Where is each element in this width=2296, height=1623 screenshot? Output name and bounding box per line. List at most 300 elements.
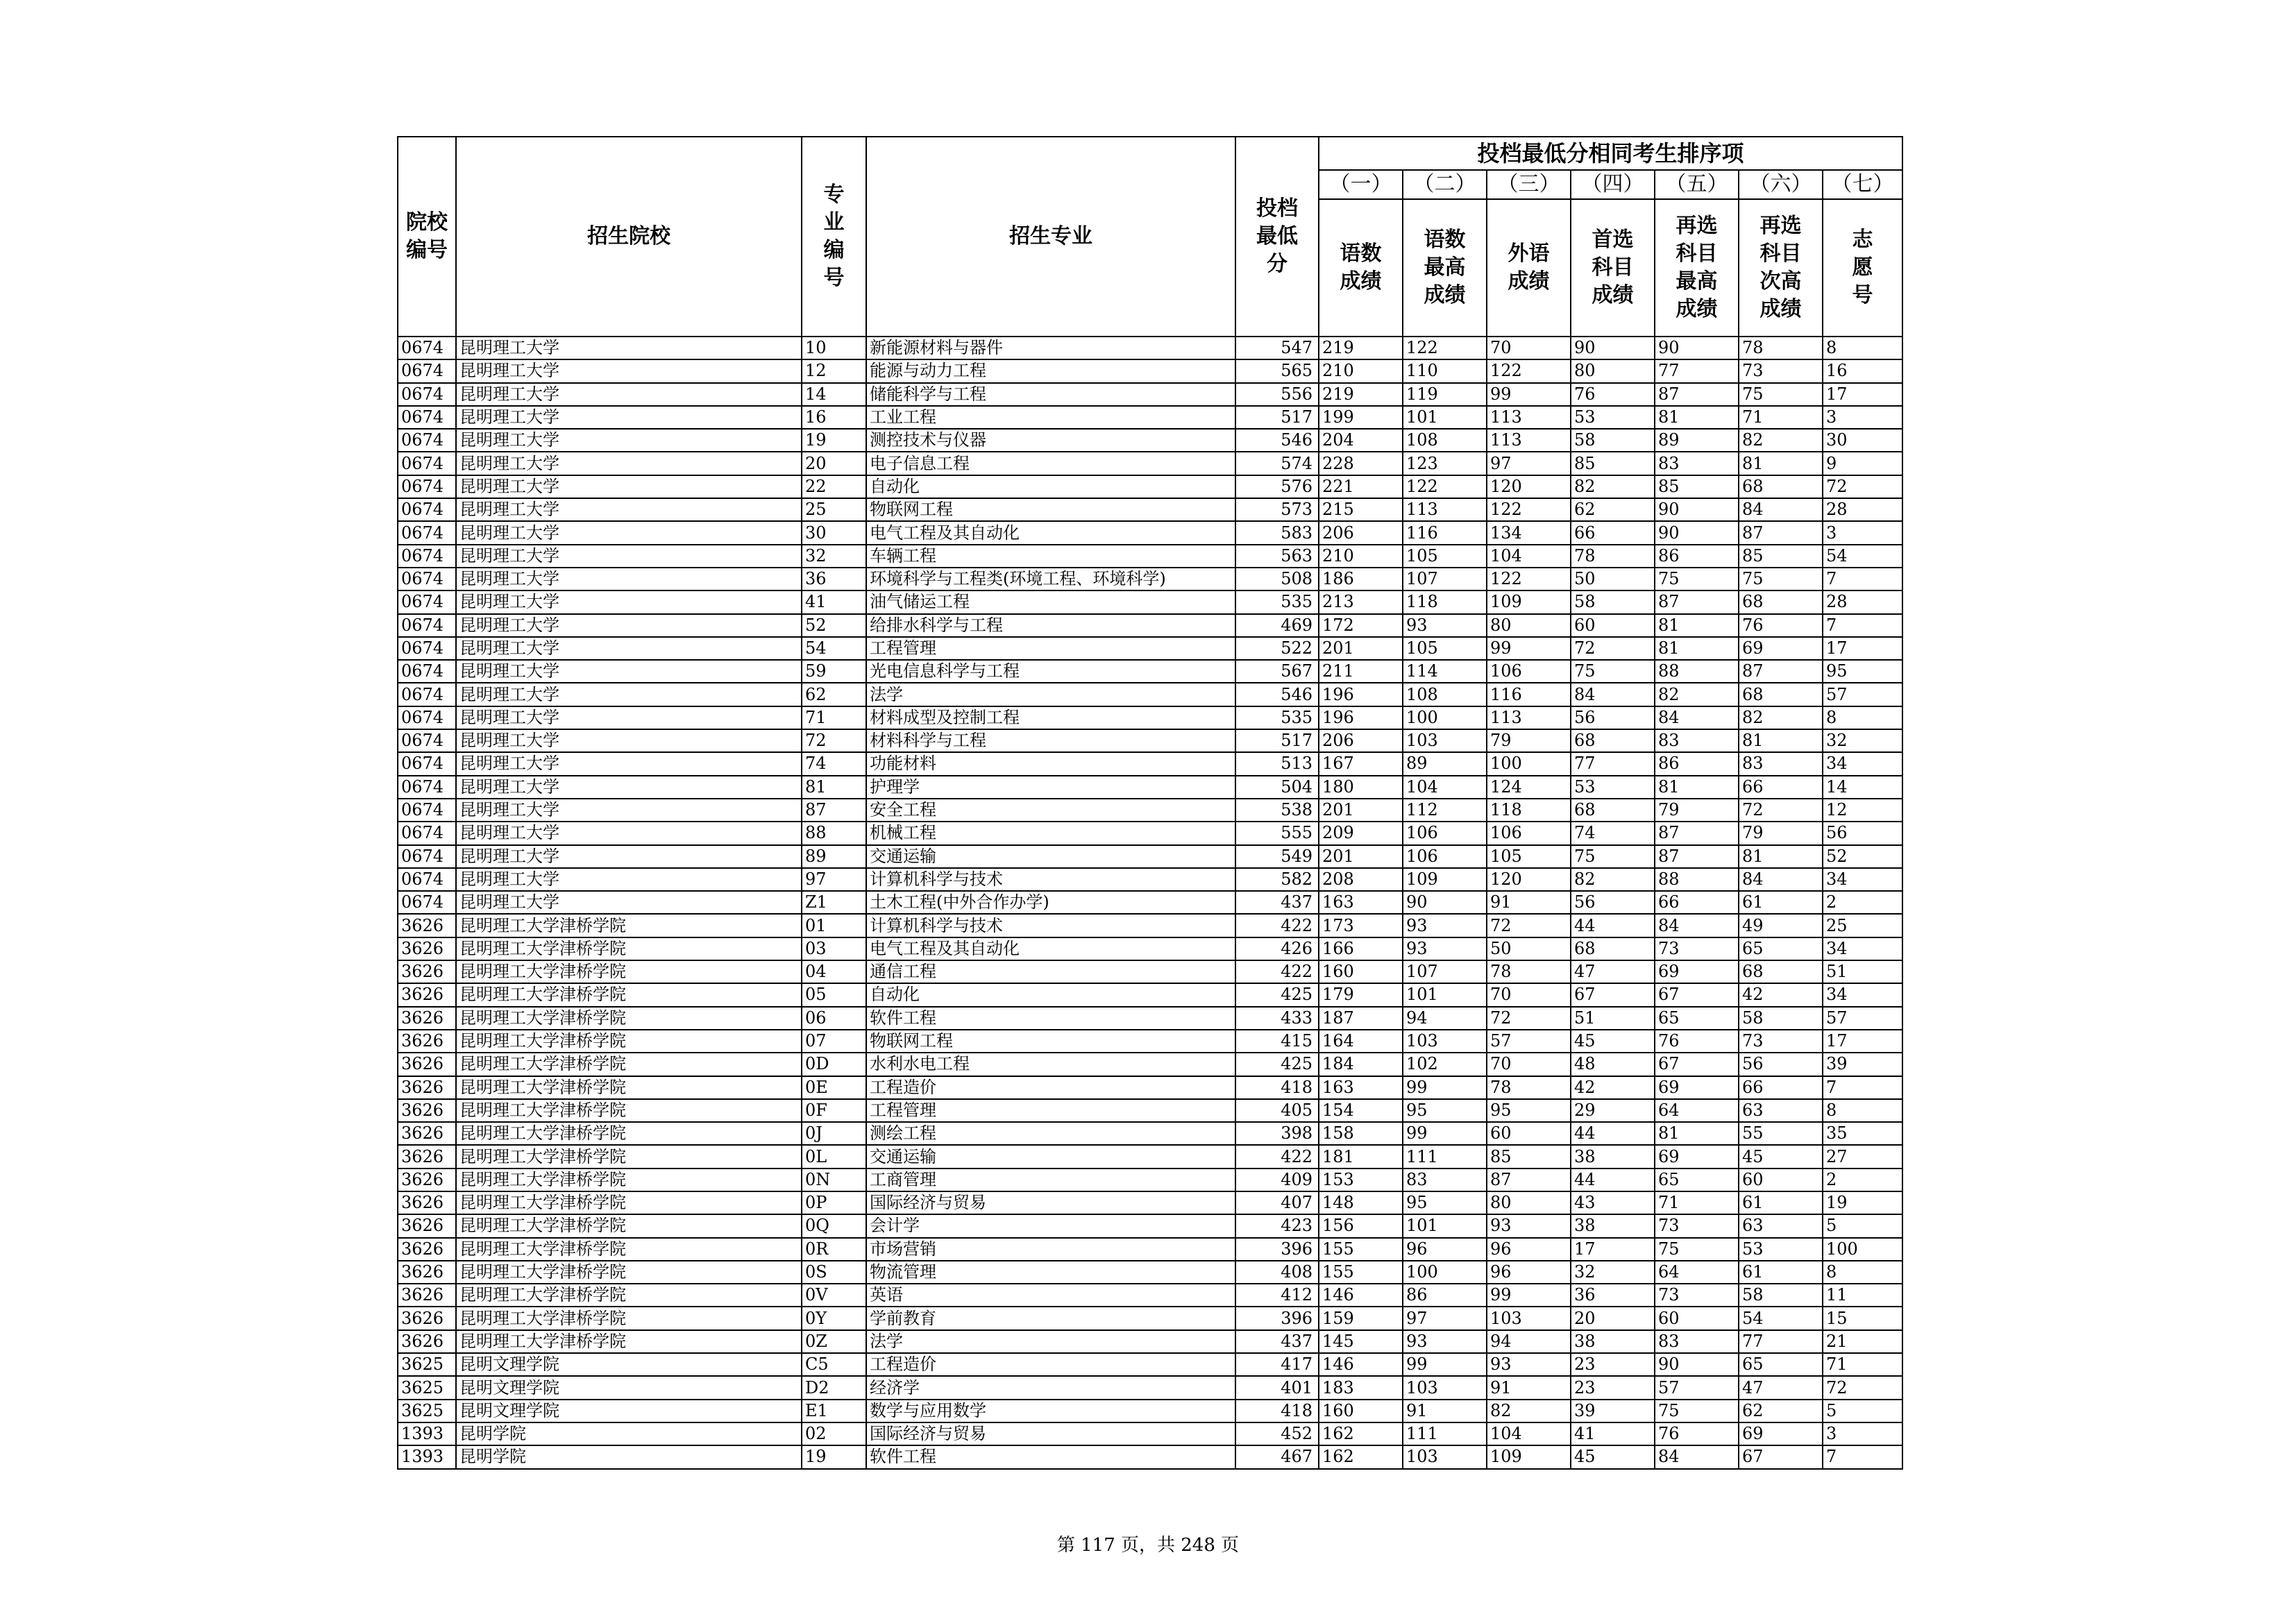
cell-school-name: 昆明理工大学津桥学院 <box>456 1261 802 1284</box>
cell-first-subject: 53 <box>1571 776 1655 799</box>
cell-chinese-math: 186 <box>1319 568 1403 590</box>
cell-chinese-math: 181 <box>1319 1145 1403 1168</box>
cell-school-code: 3626 <box>398 1284 456 1307</box>
cell-chinese-math: 210 <box>1319 359 1403 382</box>
cell-first-subject: 84 <box>1571 683 1655 706</box>
cell-chinese-math-max: 108 <box>1403 429 1487 452</box>
cell-preference-no: 21 <box>1823 1330 1902 1353</box>
cell-preference-no: 34 <box>1823 983 1902 1006</box>
cell-first-subject: 43 <box>1571 1191 1655 1214</box>
cell-major-code: 81 <box>802 776 866 799</box>
cell-second-subject-next: 47 <box>1739 1376 1823 1399</box>
cell-second-subject-max: 64 <box>1655 1261 1739 1284</box>
cell-school-code: 3626 <box>398 1053 456 1076</box>
cell-school-name: 昆明文理学院 <box>456 1376 802 1399</box>
header-order-6: （六） <box>1739 170 1823 199</box>
header-tie-col-1: 语数成绩 <box>1319 199 1403 337</box>
cell-school-code: 3626 <box>398 1307 456 1329</box>
cell-first-subject: 44 <box>1571 1122 1655 1145</box>
cell-min-score: 565 <box>1235 359 1319 382</box>
cell-preference-no: 28 <box>1823 498 1902 521</box>
table-row <box>398 868 1902 891</box>
cell-chinese-math: 160 <box>1319 960 1403 983</box>
cell-school-name: 昆明理工大学津桥学院 <box>456 1307 802 1329</box>
cell-min-score: 398 <box>1235 1122 1319 1145</box>
cell-school-name: 昆明理工大学 <box>456 475 802 498</box>
cell-chinese-math: 173 <box>1319 914 1403 937</box>
cell-chinese-math-max: 96 <box>1403 1238 1487 1261</box>
cell-chinese-math-max: 110 <box>1403 359 1487 382</box>
cell-chinese-math-max: 100 <box>1403 706 1487 729</box>
cell-major-name: 土木工程(中外合作办学) <box>866 891 1235 914</box>
table-header <box>398 137 1902 337</box>
table-row <box>398 845 1902 868</box>
header-order-3: （三） <box>1487 170 1571 199</box>
cell-major-code: 36 <box>802 568 866 590</box>
cell-min-score: 535 <box>1235 590 1319 613</box>
cell-school-name: 昆明理工大学津桥学院 <box>456 1214 802 1237</box>
cell-first-subject: 68 <box>1571 937 1655 960</box>
cell-second-subject-max: 73 <box>1655 1214 1739 1237</box>
cell-school-code: 3626 <box>398 960 456 983</box>
cell-first-subject: 68 <box>1571 729 1655 752</box>
cell-preference-no: 34 <box>1823 752 1902 775</box>
cell-second-subject-next: 81 <box>1739 729 1823 752</box>
cell-second-subject-max: 87 <box>1655 822 1739 844</box>
cell-school-name: 昆明理工大学 <box>456 545 802 568</box>
cell-foreign-lang: 104 <box>1487 1422 1571 1445</box>
cell-first-subject: 72 <box>1571 637 1655 660</box>
cell-major-code: 41 <box>802 590 866 613</box>
header-min-score: 投档最低分 <box>1235 137 1319 337</box>
cell-chinese-math-max: 94 <box>1403 1007 1487 1030</box>
cell-second-subject-max: 67 <box>1655 983 1739 1006</box>
cell-min-score: 407 <box>1235 1191 1319 1214</box>
cell-first-subject: 78 <box>1571 545 1655 568</box>
cell-chinese-math-max: 86 <box>1403 1284 1487 1307</box>
cell-major-name: 软件工程 <box>866 1007 1235 1030</box>
cell-foreign-lang: 99 <box>1487 383 1571 406</box>
table-row <box>398 1099 1902 1122</box>
cell-school-code: 0674 <box>398 498 456 521</box>
cell-second-subject-next: 68 <box>1739 683 1823 706</box>
cell-min-score: 517 <box>1235 729 1319 752</box>
cell-chinese-math: 148 <box>1319 1191 1403 1214</box>
table-row <box>398 475 1902 498</box>
cell-major-name: 市场营销 <box>866 1238 1235 1261</box>
cell-school-name: 昆明理工大学 <box>456 614 802 637</box>
cell-preference-no: 17 <box>1823 383 1902 406</box>
cell-major-name: 交通运输 <box>866 1145 1235 1168</box>
cell-foreign-lang: 99 <box>1487 1284 1571 1307</box>
cell-min-score: 549 <box>1235 845 1319 868</box>
cell-preference-no: 8 <box>1823 337 1902 359</box>
cell-second-subject-max: 81 <box>1655 1122 1739 1145</box>
cell-school-name: 昆明理工大学津桥学院 <box>456 1191 802 1214</box>
table-row <box>398 1445 1902 1468</box>
cell-chinese-math-max: 91 <box>1403 1400 1487 1422</box>
cell-preference-no: 57 <box>1823 683 1902 706</box>
table-row <box>398 1053 1902 1076</box>
cell-second-subject-next: 87 <box>1739 521 1823 544</box>
cell-chinese-math: 162 <box>1319 1422 1403 1445</box>
cell-min-score: 426 <box>1235 937 1319 960</box>
cell-chinese-math-max: 101 <box>1403 983 1487 1006</box>
cell-chinese-math-max: 103 <box>1403 1445 1487 1468</box>
cell-major-code: 97 <box>802 868 866 891</box>
cell-school-name: 昆明理工大学 <box>456 891 802 914</box>
cell-first-subject: 50 <box>1571 568 1655 590</box>
cell-major-name: 水利水电工程 <box>866 1053 1235 1076</box>
cell-min-score: 583 <box>1235 521 1319 544</box>
cell-chinese-math: 219 <box>1319 337 1403 359</box>
cell-chinese-math-max: 107 <box>1403 960 1487 983</box>
cell-second-subject-max: 87 <box>1655 383 1739 406</box>
cell-school-code: 3626 <box>398 1122 456 1145</box>
cell-school-name: 昆明理工大学 <box>456 729 802 752</box>
cell-first-subject: 68 <box>1571 799 1655 822</box>
cell-major-name: 物流管理 <box>866 1261 1235 1284</box>
cell-chinese-math: 156 <box>1319 1214 1403 1237</box>
cell-chinese-math: 172 <box>1319 614 1403 637</box>
cell-foreign-lang: 91 <box>1487 1376 1571 1399</box>
table-row <box>398 891 1902 914</box>
cell-second-subject-max: 85 <box>1655 475 1739 498</box>
cell-major-name: 学前教育 <box>866 1307 1235 1329</box>
cell-second-subject-next: 69 <box>1739 637 1823 660</box>
cell-chinese-math-max: 106 <box>1403 845 1487 868</box>
cell-first-subject: 38 <box>1571 1214 1655 1237</box>
cell-chinese-math: 163 <box>1319 1076 1403 1099</box>
cell-preference-no: 8 <box>1823 706 1902 729</box>
table-row <box>398 521 1902 544</box>
table-row <box>398 1422 1902 1445</box>
cell-second-subject-next: 55 <box>1739 1122 1823 1145</box>
cell-foreign-lang: 99 <box>1487 637 1571 660</box>
cell-school-name: 昆明理工大学 <box>456 383 802 406</box>
cell-second-subject-max: 79 <box>1655 799 1739 822</box>
cell-school-name: 昆明理工大学津桥学院 <box>456 1330 802 1353</box>
cell-second-subject-next: 58 <box>1739 1284 1823 1307</box>
cell-foreign-lang: 113 <box>1487 406 1571 429</box>
cell-school-name: 昆明学院 <box>456 1422 802 1445</box>
cell-first-subject: 66 <box>1571 521 1655 544</box>
cell-preference-no: 30 <box>1823 429 1902 452</box>
cell-preference-no: 11 <box>1823 1284 1902 1307</box>
cell-chinese-math: 183 <box>1319 1376 1403 1399</box>
cell-min-score: 396 <box>1235 1238 1319 1261</box>
cell-preference-no: 3 <box>1823 406 1902 429</box>
cell-min-score: 546 <box>1235 683 1319 706</box>
cell-major-code: 03 <box>802 937 866 960</box>
cell-foreign-lang: 96 <box>1487 1261 1571 1284</box>
cell-major-name: 油气储运工程 <box>866 590 1235 613</box>
cell-chinese-math-max: 100 <box>1403 1261 1487 1284</box>
cell-second-subject-max: 66 <box>1655 891 1739 914</box>
cell-major-code: 25 <box>802 498 866 521</box>
cell-min-score: 522 <box>1235 637 1319 660</box>
cell-preference-no: 5 <box>1823 1214 1902 1237</box>
cell-second-subject-max: 84 <box>1655 1445 1739 1468</box>
cell-first-subject: 36 <box>1571 1284 1655 1307</box>
cell-second-subject-max: 88 <box>1655 868 1739 891</box>
cell-school-code: 3626 <box>398 1099 456 1122</box>
cell-foreign-lang: 124 <box>1487 776 1571 799</box>
cell-second-subject-next: 77 <box>1739 1330 1823 1353</box>
cell-second-subject-next: 73 <box>1739 1030 1823 1053</box>
cell-preference-no: 19 <box>1823 1191 1902 1214</box>
cell-chinese-math-max: 114 <box>1403 660 1487 683</box>
cell-major-name: 工程造价 <box>866 1076 1235 1099</box>
cell-major-code: 62 <box>802 683 866 706</box>
cell-min-score: 433 <box>1235 1007 1319 1030</box>
cell-major-code: E1 <box>802 1400 866 1422</box>
cell-second-subject-max: 73 <box>1655 937 1739 960</box>
cell-min-score: 576 <box>1235 475 1319 498</box>
cell-major-name: 电子信息工程 <box>866 452 1235 475</box>
cell-second-subject-next: 45 <box>1739 1145 1823 1168</box>
table-body <box>398 337 1902 1469</box>
cell-first-subject: 39 <box>1571 1400 1655 1422</box>
cell-min-score: 538 <box>1235 799 1319 822</box>
cell-preference-no: 17 <box>1823 1030 1902 1053</box>
header-tie-col-7: 志愿号 <box>1823 199 1902 337</box>
cell-school-code: 0674 <box>398 637 456 660</box>
cell-min-score: 425 <box>1235 983 1319 1006</box>
cell-major-name: 英语 <box>866 1284 1235 1307</box>
cell-major-name: 电气工程及其自动化 <box>866 937 1235 960</box>
cell-first-subject: 75 <box>1571 660 1655 683</box>
cell-school-name: 昆明理工大学 <box>456 637 802 660</box>
cell-chinese-math-max: 112 <box>1403 799 1487 822</box>
cell-preference-no: 5 <box>1823 1400 1902 1422</box>
cell-chinese-math: 154 <box>1319 1099 1403 1122</box>
cell-second-subject-max: 86 <box>1655 545 1739 568</box>
cell-min-score: 418 <box>1235 1400 1319 1422</box>
cell-school-code: 0674 <box>398 614 456 637</box>
cell-first-subject: 56 <box>1571 706 1655 729</box>
cell-major-name: 法学 <box>866 1330 1235 1353</box>
cell-second-subject-max: 76 <box>1655 1422 1739 1445</box>
cell-second-subject-max: 87 <box>1655 590 1739 613</box>
cell-school-name: 昆明理工大学津桥学院 <box>456 1053 802 1076</box>
cell-chinese-math: 166 <box>1319 937 1403 960</box>
cell-chinese-math: 209 <box>1319 822 1403 844</box>
cell-major-code: 72 <box>802 729 866 752</box>
cell-foreign-lang: 134 <box>1487 521 1571 544</box>
cell-preference-no: 95 <box>1823 660 1902 683</box>
cell-major-name: 数学与应用数学 <box>866 1400 1235 1422</box>
cell-chinese-math-max: 122 <box>1403 475 1487 498</box>
cell-min-score: 567 <box>1235 660 1319 683</box>
cell-major-code: 0S <box>802 1261 866 1284</box>
cell-major-name: 车辆工程 <box>866 545 1235 568</box>
cell-school-name: 昆明理工大学津桥学院 <box>456 937 802 960</box>
cell-first-subject: 17 <box>1571 1238 1655 1261</box>
cell-chinese-math: 213 <box>1319 590 1403 613</box>
cell-preference-no: 34 <box>1823 937 1902 960</box>
cell-school-name: 昆明理工大学 <box>456 845 802 868</box>
cell-foreign-lang: 70 <box>1487 983 1571 1006</box>
cell-major-code: 52 <box>802 614 866 637</box>
cell-second-subject-next: 69 <box>1739 1422 1823 1445</box>
cell-foreign-lang: 50 <box>1487 937 1571 960</box>
table-row <box>398 614 1902 637</box>
cell-min-score: 422 <box>1235 960 1319 983</box>
cell-school-name: 昆明理工大学 <box>456 337 802 359</box>
table-row <box>398 359 1902 382</box>
cell-major-name: 软件工程 <box>866 1445 1235 1468</box>
cell-major-code: 89 <box>802 845 866 868</box>
cell-foreign-lang: 116 <box>1487 683 1571 706</box>
table-row <box>398 822 1902 844</box>
cell-min-score: 401 <box>1235 1376 1319 1399</box>
cell-min-score: 555 <box>1235 822 1319 844</box>
cell-min-score: 535 <box>1235 706 1319 729</box>
cell-major-name: 工程造价 <box>866 1353 1235 1376</box>
cell-preference-no: 72 <box>1823 475 1902 498</box>
table-row <box>398 1007 1902 1030</box>
cell-major-name: 国际经济与贸易 <box>866 1422 1235 1445</box>
cell-foreign-lang: 118 <box>1487 799 1571 822</box>
table-row <box>398 1122 1902 1145</box>
cell-second-subject-next: 60 <box>1739 1169 1823 1191</box>
header-tie-col-5: 再选科目最高成绩 <box>1655 199 1739 337</box>
cell-school-name: 昆明理工大学津桥学院 <box>456 1122 802 1145</box>
cell-min-score: 546 <box>1235 429 1319 452</box>
cell-chinese-math-max: 93 <box>1403 614 1487 637</box>
cell-second-subject-next: 79 <box>1739 822 1823 844</box>
table-row <box>398 799 1902 822</box>
cell-second-subject-next: 49 <box>1739 914 1823 937</box>
cell-major-code: 30 <box>802 521 866 544</box>
header-tie-col-2: 语数最高成绩 <box>1403 199 1487 337</box>
cell-school-code: 3626 <box>398 1191 456 1214</box>
cell-major-name: 机械工程 <box>866 822 1235 844</box>
cell-second-subject-max: 76 <box>1655 1030 1739 1053</box>
cell-school-name: 昆明理工大学 <box>456 776 802 799</box>
cell-second-subject-next: 61 <box>1739 1261 1823 1284</box>
cell-foreign-lang: 113 <box>1487 429 1571 452</box>
cell-second-subject-max: 90 <box>1655 337 1739 359</box>
cell-second-subject-max: 90 <box>1655 1353 1739 1376</box>
cell-second-subject-max: 83 <box>1655 1330 1739 1353</box>
cell-chinese-math: 204 <box>1319 429 1403 452</box>
cell-school-name: 昆明理工大学 <box>456 406 802 429</box>
cell-second-subject-next: 73 <box>1739 359 1823 382</box>
header-order-1: （一） <box>1319 170 1403 199</box>
cell-foreign-lang: 109 <box>1487 1445 1571 1468</box>
cell-min-score: 422 <box>1235 914 1319 937</box>
cell-school-name: 昆明理工大学 <box>456 452 802 475</box>
cell-major-name: 环境科学与工程类(环境工程、环境科学) <box>866 568 1235 590</box>
cell-school-name: 昆明理工大学 <box>456 590 802 613</box>
header-major: 招生专业 <box>866 137 1235 337</box>
cell-major-name: 储能科学与工程 <box>866 383 1235 406</box>
cell-school-name: 昆明理工大学津桥学院 <box>456 914 802 937</box>
cell-preference-no: 72 <box>1823 1376 1902 1399</box>
cell-school-code: 0674 <box>398 521 456 544</box>
cell-min-score: 573 <box>1235 498 1319 521</box>
cell-second-subject-next: 66 <box>1739 1076 1823 1099</box>
cell-major-code: 20 <box>802 452 866 475</box>
cell-major-name: 国际经济与贸易 <box>866 1191 1235 1214</box>
cell-first-subject: 42 <box>1571 1076 1655 1099</box>
table-row <box>398 637 1902 660</box>
cell-second-subject-max: 86 <box>1655 752 1739 775</box>
cell-second-subject-next: 54 <box>1739 1307 1823 1329</box>
cell-first-subject: 20 <box>1571 1307 1655 1329</box>
admission-score-table <box>397 136 1903 1470</box>
cell-chinese-math-max: 104 <box>1403 776 1487 799</box>
cell-second-subject-next: 53 <box>1739 1238 1823 1261</box>
header-tie-col-6: 再选科目次高成绩 <box>1739 199 1823 337</box>
cell-school-code: 3626 <box>398 937 456 960</box>
cell-preference-no: 39 <box>1823 1053 1902 1076</box>
cell-major-name: 安全工程 <box>866 799 1235 822</box>
cell-school-code: 0674 <box>398 475 456 498</box>
cell-chinese-math-max: 119 <box>1403 383 1487 406</box>
cell-major-name: 新能源材料与器件 <box>866 337 1235 359</box>
cell-first-subject: 38 <box>1571 1330 1655 1353</box>
cell-school-name: 昆明文理学院 <box>456 1400 802 1422</box>
cell-foreign-lang: 122 <box>1487 359 1571 382</box>
cell-school-code: 0674 <box>398 337 456 359</box>
cell-second-subject-max: 89 <box>1655 429 1739 452</box>
cell-preference-no: 25 <box>1823 914 1902 937</box>
cell-major-code: 05 <box>802 983 866 1006</box>
cell-min-score: 574 <box>1235 452 1319 475</box>
cell-first-subject: 62 <box>1571 498 1655 521</box>
cell-second-subject-next: 63 <box>1739 1214 1823 1237</box>
cell-chinese-math-max: 102 <box>1403 1053 1487 1076</box>
cell-major-name: 计算机科学与技术 <box>866 914 1235 937</box>
cell-foreign-lang: 97 <box>1487 452 1571 475</box>
cell-school-name: 昆明理工大学津桥学院 <box>456 1030 802 1053</box>
cell-major-name: 经济学 <box>866 1376 1235 1399</box>
cell-min-score: 582 <box>1235 868 1319 891</box>
cell-school-name: 昆明理工大学津桥学院 <box>456 960 802 983</box>
cell-major-code: 0F <box>802 1099 866 1122</box>
cell-school-code: 0674 <box>398 683 456 706</box>
cell-second-subject-max: 81 <box>1655 637 1739 660</box>
cell-major-code: Z1 <box>802 891 866 914</box>
admission-table-sheet <box>397 136 1902 1470</box>
table-row <box>398 1400 1902 1422</box>
cell-second-subject-max: 81 <box>1655 776 1739 799</box>
cell-chinese-math: 196 <box>1319 706 1403 729</box>
cell-major-name: 交通运输 <box>866 845 1235 868</box>
cell-chinese-math: 215 <box>1319 498 1403 521</box>
cell-chinese-math-max: 101 <box>1403 406 1487 429</box>
table-row <box>398 1238 1902 1261</box>
cell-chinese-math-max: 89 <box>1403 752 1487 775</box>
cell-min-score: 437 <box>1235 891 1319 914</box>
cell-chinese-math-max: 93 <box>1403 937 1487 960</box>
cell-second-subject-next: 75 <box>1739 383 1823 406</box>
cell-second-subject-next: 68 <box>1739 960 1823 983</box>
cell-preference-no: 15 <box>1823 1307 1902 1329</box>
cell-major-code: 0N <box>802 1169 866 1191</box>
cell-preference-no: 32 <box>1823 729 1902 752</box>
cell-foreign-lang: 96 <box>1487 1238 1571 1261</box>
cell-preference-no: 7 <box>1823 1445 1902 1468</box>
table-row <box>398 960 1902 983</box>
cell-second-subject-max: 77 <box>1655 359 1739 382</box>
cell-second-subject-max: 69 <box>1655 960 1739 983</box>
cell-chinese-math: 199 <box>1319 406 1403 429</box>
cell-first-subject: 29 <box>1571 1099 1655 1122</box>
